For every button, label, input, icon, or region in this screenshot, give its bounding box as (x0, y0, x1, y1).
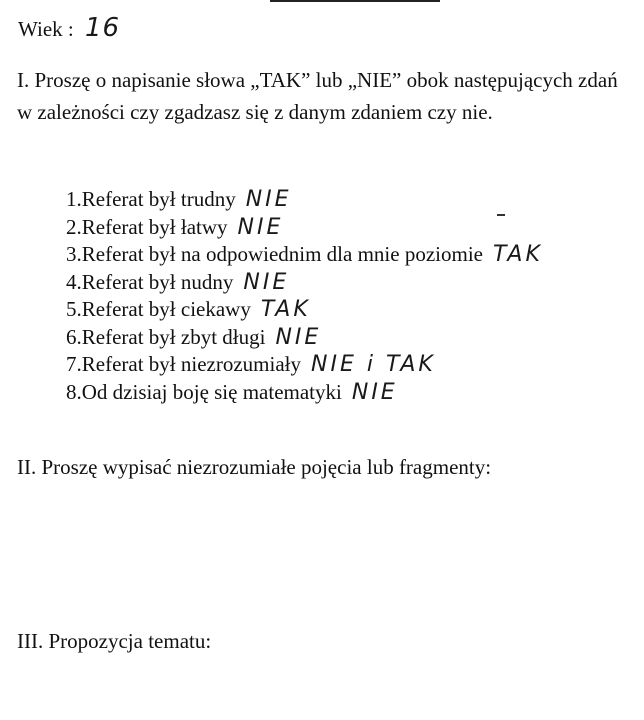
section-3-heading: III. Propozycja tematu: (17, 629, 212, 653)
question-list (66, 186, 641, 406)
stray-pen-mark (497, 214, 505, 216)
question-text: 6.Referat był zbyt długi (66, 324, 266, 349)
section-1-instruction: I. Proszę o napisanie słowa „TAK” lub „NIE” obok następujących zdań w zależności czy zgadzasz się z danym zdaniem czy nie. (17, 68, 618, 124)
section-2-heading: II. Proszę wypisać niezrozumiałe pojęcia lub fragmenty: (17, 455, 492, 479)
question-text: 1.Referat był trudny (66, 187, 236, 211)
question-text: 2.Referat był łatwy (66, 214, 228, 239)
question-text: 3.Referat był na odpowiednim dla mnie poziomie (66, 242, 483, 266)
age-label: Wiek : (18, 17, 74, 41)
age-handwritten-value: 16 (84, 13, 121, 43)
question-item (66, 351, 641, 379)
question-item (66, 186, 641, 214)
handwritten-answer: NIE (351, 379, 398, 405)
question-item (66, 296, 641, 324)
handwritten-answer: NIE (275, 324, 322, 350)
question-text: 4.Referat był nudny (66, 269, 234, 294)
age-row (18, 14, 120, 43)
handwritten-answer: NIE (245, 187, 292, 212)
handwritten-answer: NIE (243, 269, 290, 295)
handwritten-answer: NIE (237, 214, 284, 240)
question-item (66, 324, 641, 352)
handwritten-answer: TAK (492, 242, 543, 267)
handwritten-answer: NIE i TAK (311, 352, 436, 377)
question-item (66, 241, 641, 269)
question-item (66, 269, 641, 297)
question-text: 8.Od dzisiaj boję się matematyki (66, 379, 342, 404)
handwritten-answer: TAK (260, 297, 311, 322)
question-text: 5.Referat był ciekawy (66, 297, 251, 321)
top-edge-line (270, 0, 440, 2)
question-text: 7.Referat był niezrozumiały (66, 352, 301, 376)
question-item (66, 379, 641, 407)
question-item (66, 214, 641, 242)
